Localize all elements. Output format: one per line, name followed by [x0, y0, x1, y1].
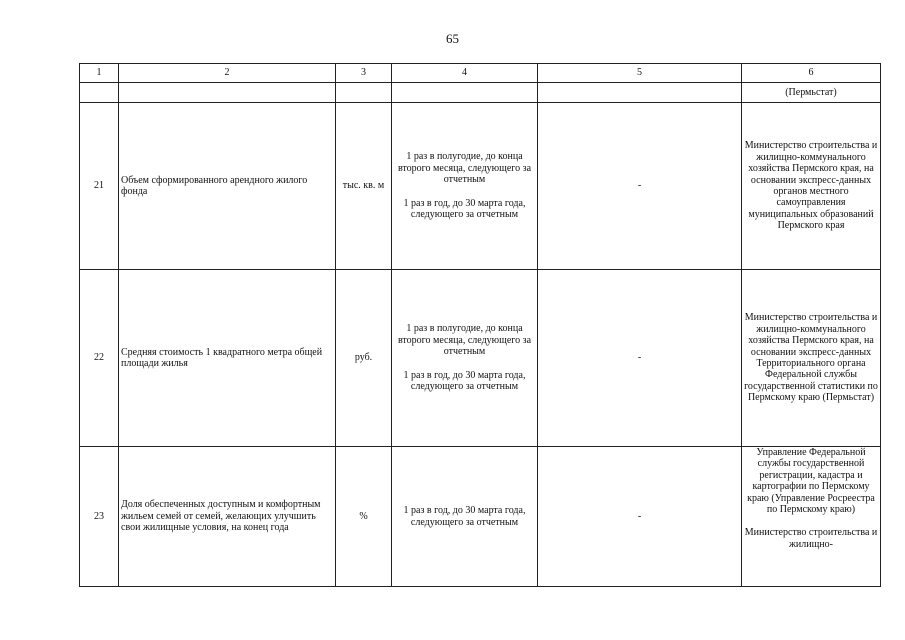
indicator-name: Доля обеспеченных доступным и комфортным жильем семей от семей, желающих улучшить свои жилищные условия, на конец года	[119, 447, 336, 587]
reporting-frequency	[392, 447, 538, 587]
table-row	[80, 270, 881, 447]
indicator-name: Объем сформированного арендного жилого фонда	[119, 103, 336, 270]
table-row	[80, 103, 881, 270]
continuation-cell-col5	[538, 83, 742, 103]
unit-of-measure: %	[336, 447, 392, 587]
indicators-table	[79, 63, 881, 587]
column-header-3: 3	[336, 64, 392, 83]
frequency-entry: 1 раз в год, до 30 марта года, следующего за отчетным	[403, 197, 526, 221]
data-source	[742, 447, 881, 587]
page-number: 65	[446, 31, 459, 46]
frequency-entry: 1 раз в год, до 30 марта года, следующего за отчетным	[403, 369, 526, 393]
continuation-cell-name	[119, 83, 336, 103]
frequency-entry: 1 раз в полугодие, до конца второго месяца, следующего за отчетным	[397, 151, 532, 186]
source-entry: Министерство строительства и жилищно-коммунального хозяйства Пермского края, на основании экспресс-данных Территориального органа Федеральной службы государственной статистики по Пермскому краю (Пермьстат)	[744, 312, 878, 404]
continuation-cell-frequency	[392, 83, 538, 103]
frequency-entry: 1 раз в год, до 30 марта года, следующего за отчетным	[403, 505, 526, 528]
reporting-frequency	[392, 270, 538, 447]
column-header-row	[80, 64, 881, 83]
column-header-1: 1	[80, 64, 119, 83]
column-header-2: 2	[119, 64, 336, 83]
column-5-value: -	[538, 270, 742, 447]
table-row	[80, 447, 881, 587]
indicator-name: Средняя стоимость 1 квадратного метра общей площади жилья	[119, 270, 336, 447]
continuation-cell-unit	[336, 83, 392, 103]
frequency-entry: 1 раз в полугодие, до конца второго месяца, следующего за отчетным	[397, 323, 532, 358]
unit-of-measure: руб.	[336, 270, 392, 447]
column-header-6: 6	[742, 64, 881, 83]
source-entry: Управление Федеральной службы государственной регистрации, кадастра и картографии по Пермскому краю (Управление Росреестра по Пермскому краю)	[747, 447, 875, 516]
column-5-value: -	[538, 103, 742, 270]
column-5-value: -	[538, 447, 742, 587]
row-number: 22	[80, 270, 119, 447]
source-entry: Министерство строительства и жилищно-коммунального хозяйства Пермского края, на основании экспресс-данных органов местного самоуправления муниципальных образований Пермского края	[744, 140, 878, 232]
reporting-frequency	[392, 103, 538, 270]
row-number: 23	[80, 447, 119, 587]
continuation-cell-num	[80, 83, 119, 103]
source-entry: Министерство строительства и жилищно-	[744, 527, 878, 550]
data-source	[742, 270, 881, 447]
continuation-cell-source: (Пермьстат)	[742, 83, 881, 103]
row-number: 21	[80, 103, 119, 270]
column-header-5: 5	[538, 64, 742, 83]
unit-of-measure: тыс. кв. м	[336, 103, 392, 270]
column-header-4: 4	[392, 64, 538, 83]
data-source	[742, 103, 881, 270]
continuation-row	[80, 83, 881, 103]
